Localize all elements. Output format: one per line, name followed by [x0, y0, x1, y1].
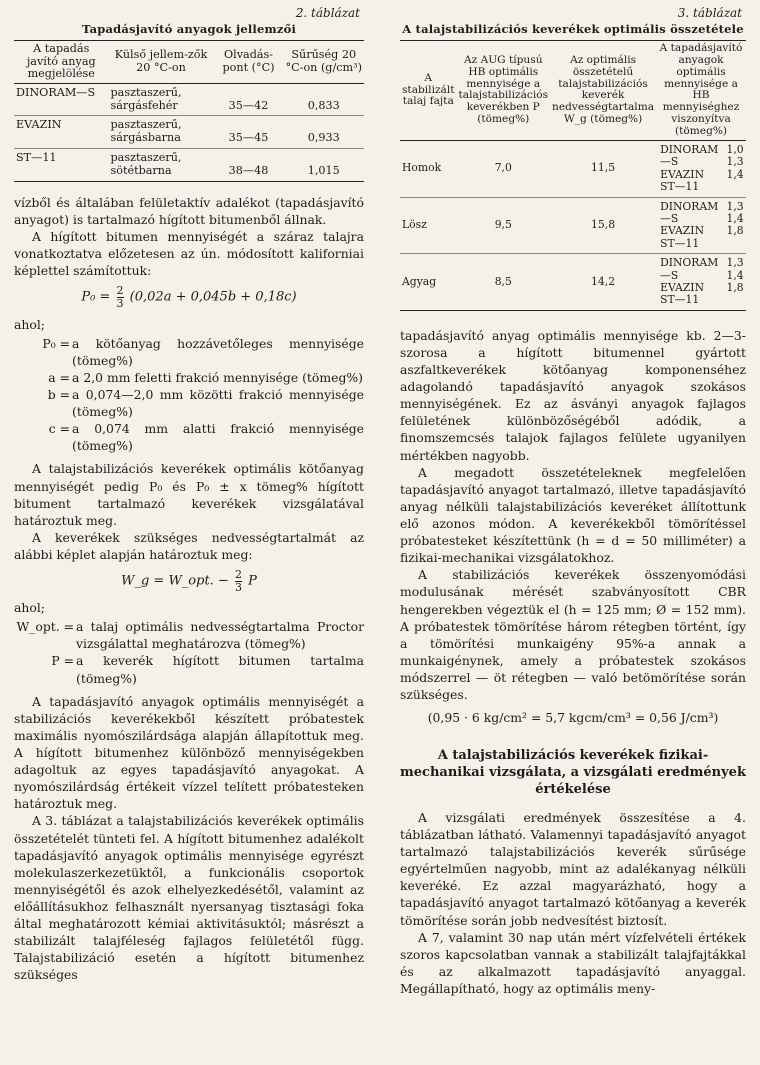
table2-cell: 1,015	[284, 149, 365, 182]
table3-cell: 14,2	[550, 254, 656, 311]
paragraph: vízből és általában felületaktív adalékot (tapadásjavító anyagot) is tartalmazó hígított bitumenből állnak.	[14, 194, 364, 227]
formula-lhs: P₀ =	[81, 289, 111, 305]
definition-symbol: P₀ =	[42, 335, 70, 351]
agent-name: EVAZIN	[660, 280, 705, 294]
paragraph: A keverékek szükséges nedvességtartalmát az alábbi képlet alapján határoztuk meg:	[14, 529, 364, 562]
table3-cell: 15,8	[550, 197, 656, 254]
agent-name: DINORAM—S	[660, 142, 719, 169]
table-row	[400, 140, 746, 197]
agent-name: DINORAM—S	[660, 256, 719, 282]
table3-title: A talajstabilizációs keverékek optimális összetétele	[402, 22, 744, 36]
paragraph: A 3. táblázat a talajstabilizációs keverékek optimális összetételét tünteti fel. A hígított bitumenhez adalékolt tapadásjavító anyagok optimális mennyisége egyrészt molekulaszerkezetüktől, a funkcionális csoportok mennyiségétől és azok elhelyezkedésétől, valamint az előállításukhoz felhasznált nyersanyag tisztasági foka által meghatározott kémiai aktivitásuktól; másrészt a stabilizált talajféleség fajlagos felületétől függ. Talajstabilizáció esetén a hígított bitumenhez szükséges	[14, 813, 364, 983]
definition-text: a 0,074—2,0 mm közötti frakció mennyisége (tömeg%)	[72, 386, 364, 420]
agent-value: 1,0	[726, 142, 744, 156]
paragraph: A hígított bitumen mennyiségét a száraz talajra vonatkoztatva előzetesen az ún. módosított kaliforniai képlettel számítottuk:	[14, 229, 364, 279]
agent-value: 1,4	[726, 268, 744, 282]
table3-header: Az AUG típusú HB optimális mennyisége a talajstabilizációs keverékben P (tömeg%)	[458, 53, 549, 126]
table3-header: Az optimális összetételű talajstabilizációs keverék nedvességtartalma W_g (tömeg%)	[552, 53, 655, 126]
definition-item	[14, 369, 364, 386]
agent-value: 1,8	[726, 280, 744, 294]
table3-number: 3. táblázat	[677, 6, 742, 20]
right-column	[400, 0, 746, 997]
table2-header: A tapadás javító anyag megjelölése	[26, 42, 96, 81]
table3-header: A stabilizált talaj fajta	[402, 71, 455, 108]
agent-value: 1,3	[726, 256, 744, 270]
fraction-denominator: 3	[116, 296, 124, 310]
right-body-text	[400, 327, 746, 997]
paragraph: A talajstabilizációs keverékek optimális kötőanyag mennyiségét pedig P₀ és P₀ ± x tömeg% hígított bitument tartalmazó keverékek vizsgálatával határoztuk meg.	[14, 461, 364, 528]
agent-name: ST—11	[660, 293, 700, 307]
paragraph: A tapadásjavító anyagok optimális mennyiségét a stabilizációs keverékekből készített próbatestek maximális nyomószilárdsága alapján állapítottuk meg. A hígított bitumenhez különböző mennyiségekben adagoltuk az egyes tapadásjavító anyagokat. A nyomószilárdság értékeit vízzel telített próbatesteken határoztuk meg.	[14, 693, 364, 812]
table3-values	[724, 254, 746, 311]
agent-value: 1,4	[726, 211, 744, 225]
agent-value: 1,3	[726, 155, 744, 169]
table3-agents	[656, 197, 724, 254]
table3-agents	[656, 140, 724, 197]
agent-name: EVAZIN	[660, 224, 705, 238]
table2-cell: 35—45	[214, 116, 284, 149]
table2-header: Külső jellem-zők 20 °C-on	[114, 48, 208, 74]
section-title: A talajstabilizációs keverékek fizikai-mechanikai vizsgálata, a vizsgálati eredmények értékelése	[400, 748, 746, 798]
paragraph: A vizsgálati eredmények összesítése a 4. táblázatban látható. Valamennyi tapadásjavító anyagot tartalmazó talajstabilizációs keverék sűrűsége egyértelműen nagyobb, mint az adalékanyag nélküli keveréké. Ez azzal magyarázható, hogy a tapadásjavító anyagot tartalmazó kötőanyag a keverék tömörítése során jobb nedvesítést biztosít.	[400, 809, 746, 928]
ahol-label: ahol;	[14, 316, 45, 332]
equation-line: (0,95 · 6 kg/cm² = 5,7 kgcm/cm³ = 0,56 J/cm³)	[427, 710, 719, 726]
ahol-label: ahol;	[14, 600, 45, 616]
definition-symbol: P =	[51, 653, 74, 669]
table2-title: Tapadásjavító anyagok jellemzői	[81, 22, 297, 36]
definition-symbol: b =	[47, 386, 70, 402]
formula-rhs: (0,02a + 0,045b + 0,18c)	[129, 289, 297, 305]
table2-header: Olvadás-pont (°C)	[222, 48, 275, 74]
definition-item	[14, 386, 364, 420]
definition-item	[14, 420, 364, 454]
definition-text: a 2,0 mm feletti frakció mennyisége (tömeg%)	[72, 369, 363, 385]
agent-name: EVAZIN	[660, 167, 705, 181]
table3-cell: 8,5	[457, 254, 551, 311]
definition-item	[14, 652, 364, 686]
table-row	[400, 254, 746, 311]
agent-value: 1,3	[726, 199, 744, 213]
table3-soil: Agyag	[400, 254, 457, 311]
table-row	[14, 116, 364, 149]
paragraph: A megadott összetételeknek megfelelően tapadásjavító anyagot tartalmazó, illetve tapadásjavító anyag nélküli talajstabilizációs keveréket állítottunk elő azonos módon. A keverékekből tömörítéssel próbatesteket készítettünk (h = d = 50 milliméter) a fizikai-mechanikai vizsgálatokhoz.	[400, 464, 746, 566]
table3-header: A tapadásjavító anyagok optimális mennyisége a HB mennyiséghez viszonyítva (tömeg%)	[659, 42, 743, 138]
definition-text: a keverék hígított bitumen tartalma (tömeg%)	[76, 653, 364, 686]
table3-soil: Homok	[400, 140, 457, 197]
table2	[14, 40, 364, 182]
definition-text: a 0,074 mm alatti frakció mennyisége (tömeg%)	[72, 421, 364, 454]
formula-p0	[14, 285, 364, 309]
table-row	[400, 197, 746, 254]
definition-item	[14, 335, 364, 369]
table3-values	[724, 140, 746, 197]
table2-cell: ST—11	[14, 149, 109, 182]
table2-cell: EVAZIN	[14, 116, 109, 149]
left-column	[14, 0, 364, 984]
definition-symbol: a =	[48, 369, 70, 385]
agent-value: 1,4	[726, 167, 744, 181]
definition-symbol: W_opt. =	[16, 619, 74, 635]
definition-text: a talaj optimális nedvességtartalma Proctor vizsgálattal meghatározva (tömeg%)	[76, 619, 364, 652]
table3-cell: 11,5	[550, 140, 656, 197]
definition-list	[14, 618, 364, 686]
table2-cell: DINORAM—S	[14, 83, 109, 116]
table2-cell: 38—48	[214, 149, 284, 182]
formula-lhs: W_g = W_opt. −	[121, 573, 229, 589]
table2-cell: 0,933	[284, 116, 365, 149]
definition-text: a kötőanyag hozzávetőleges mennyisége (tömeg%)	[72, 335, 364, 368]
table2-cell: 35—42	[214, 83, 284, 116]
table2-cell: pasztaszerű, sárgásbarna	[109, 116, 214, 149]
paragraph: A 7, valamint 30 nap után mért vízfelvételi értékek szoros kapcsolatban vannak a stabilizált talajfajtákkal és az alkalmazott tapadásjavító anyaggal. Megállapítható, hogy az optimális meny-	[400, 929, 746, 997]
table3-values	[724, 197, 746, 254]
table3-cell: 7,0	[457, 140, 551, 197]
fraction	[117, 285, 124, 309]
fraction-numerator: 2	[116, 284, 124, 298]
table3-cell: 9,5	[457, 197, 551, 254]
agent-value: 1,8	[726, 224, 744, 238]
left-body-text	[14, 194, 364, 984]
table3-agents	[656, 254, 724, 311]
paragraph: A stabilizációs keverékek összenyomódási modulusának mérését szabványosított CBR hengerekben végeztük el (h = 125 mm; Ø = 152 mm). A próbatestek tömörítése három rétegben történt, így a tömörítési munkaigény 95%-a annak a munkaigénynek, amely a próbatestek szokásos módszerrel — öt rétegben — való betömörítése során szükséges.	[400, 567, 746, 703]
definition-list	[14, 335, 364, 455]
formula-wg	[14, 569, 364, 593]
agent-name: ST—11	[660, 236, 700, 250]
definition-item	[14, 618, 364, 652]
table2-header: Sűrűség 20 °C-on (g/cm³)	[285, 48, 362, 74]
table3-soil: Lösz	[400, 197, 457, 254]
paragraph: tapadásjavító anyag optimális mennyisége kb. 2—3-szorosa a hígított bitumennel gyártott aszfaltkeverékek kötőanyag komponenséhez adagolandó tapadásjavító anyagok szokásos mennyiségének. Ez az ásványi anyagok fajlagos felületének különbözőségéből adódik, a finomszemcsés talajok fajlagos felülete ugyanilyen mértékben nagyobb.	[400, 327, 746, 463]
table3	[400, 40, 746, 311]
fraction-numerator: 2	[234, 568, 242, 582]
table-row	[14, 83, 364, 116]
agent-name: DINORAM—S	[660, 199, 719, 225]
table2-cell: pasztaszerű, sárgásfehér	[109, 83, 214, 116]
table-row	[14, 149, 364, 182]
fraction	[235, 569, 242, 593]
definition-symbol: c =	[48, 421, 70, 437]
fraction-denominator: 3	[234, 580, 242, 594]
table2-cell: 0,833	[284, 83, 365, 116]
agent-name: ST—11	[660, 180, 700, 194]
table2-number: 2. táblázat	[295, 6, 360, 20]
table2-cell: pasztaszerű, sötétbarna	[109, 149, 214, 182]
formula-rhs: P	[248, 573, 257, 589]
